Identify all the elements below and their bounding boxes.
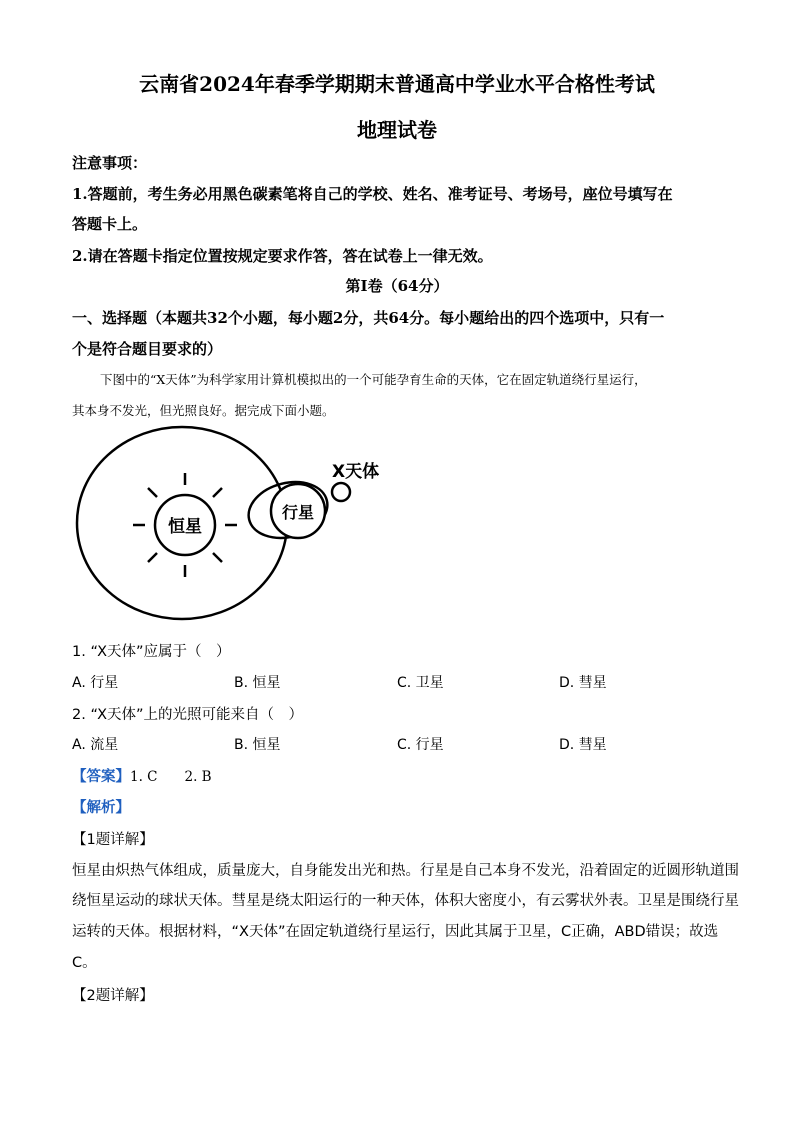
- question-2-option-a: A. 流星: [72, 737, 119, 753]
- question-2-option-c: C. 行星: [397, 737, 444, 753]
- x-body-icon: [332, 483, 350, 501]
- question-2-stem: 2. “X天体”上的光照可能来自（ ）: [72, 707, 304, 723]
- question-1-option-c: C. 卫星: [397, 675, 444, 691]
- x-body-label: X天体: [332, 462, 380, 482]
- exam-title: 云南省2024年春季学期期末普通高中学业水平合格性考试: [139, 72, 655, 96]
- q1-detail-heading: 【1题详解】: [72, 832, 154, 848]
- question-1-stem: 1. “X天体”应属于（ ）: [72, 644, 231, 660]
- volume-heading: 第Ⅰ卷（64分）: [345, 277, 449, 295]
- material-text: 下图中的“X天体”为科学家用计算机模拟出的一个可能孕育生命的天体，它在固定轨道绕行星运行，: [100, 372, 647, 387]
- part-heading-cont: 个是符合题目要求的）: [72, 340, 223, 358]
- notice-item-1-cont: 答题卡上。: [72, 215, 148, 233]
- q1-detail-line: 恒星由炽热气体组成，质量庞大，自身能发出光和热。行星是自己本身不发光，沿着固定的近圆形轨道围: [72, 863, 739, 879]
- question-1-option-d: D. 彗星: [559, 675, 607, 691]
- q1-detail-line: C。: [72, 955, 97, 971]
- answer-row: [72, 765, 212, 786]
- notice-item-2: 2.请在答题卡指定位置按规定要求作答，答在试卷上一律无效。: [72, 247, 493, 265]
- notice-heading: 注意事项：: [72, 154, 148, 172]
- material-text-cont: 其本身不发光，但光照良好。据完成下面小题。: [72, 403, 335, 418]
- q2-detail-heading: 【2题详解】: [72, 988, 154, 1004]
- q1-detail-line: 绕恒星运动的球状天体。彗星是绕太阳运行的一种天体，体积大密度小，有云雾状外表。卫星是围绕行星: [72, 893, 739, 909]
- exam-subtitle: 地理试卷: [357, 118, 437, 142]
- star-label: 恒星: [168, 517, 202, 537]
- answer-value: 1. C 2. B: [130, 769, 212, 785]
- question-1-option-a: A. 行星: [72, 675, 119, 691]
- question-1-option-b: B. 恒星: [234, 675, 281, 691]
- planet-label: 行星: [281, 503, 315, 522]
- part-heading: 一、选择题（本题共32个小题，每小题2分，共64分。每小题给出的四个选项中，只有一: [72, 309, 665, 327]
- answer-label: 【答案】: [72, 769, 130, 785]
- question-2-option-d: D. 彗星: [559, 737, 607, 753]
- orbit-diagram: [70, 418, 400, 634]
- question-2-option-b: B. 恒星: [234, 737, 281, 753]
- notice-item-1: 1.答题前，考生务必用黑色碳素笔将自己的学校、姓名、准考证号、考场号，座位号填写在: [72, 185, 673, 203]
- q1-detail-line: 运转的天体。根据材料，“X天体”在固定轨道绕行星运行，因此其属于卫星，C正确，ABD错误；故选: [72, 924, 719, 940]
- analysis-label: 【解析】: [72, 800, 130, 816]
